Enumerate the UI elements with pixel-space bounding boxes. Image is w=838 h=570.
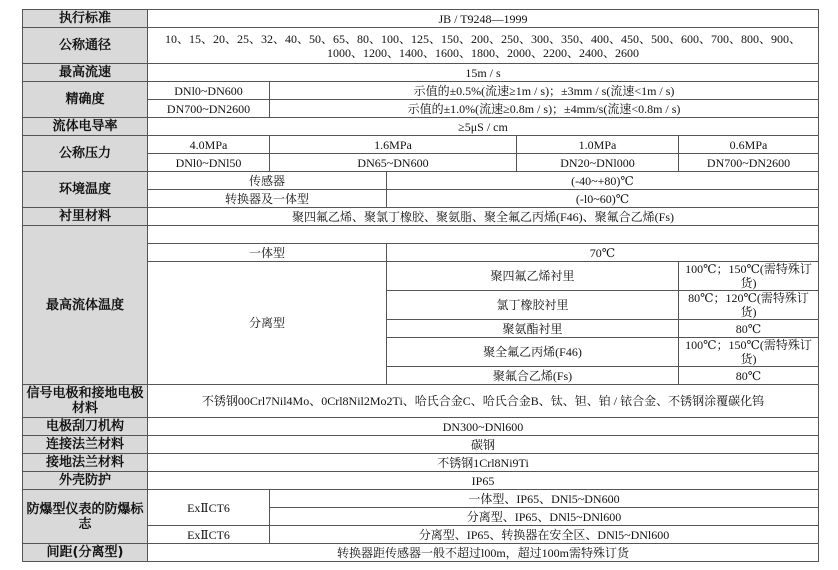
value-enclosure: IP65 (148, 472, 819, 490)
fluid-temp-value: 80℃ (679, 367, 819, 385)
label-lining: 衬里材料 (23, 208, 148, 226)
value-conductivity: ≥5μS / cm (148, 118, 819, 136)
pressure-level: 4.0MPa (148, 136, 270, 154)
row-ground-flange (23, 454, 819, 472)
explosion-mark: ExⅡCT6 (148, 490, 270, 526)
value-lining: 聚四氟乙烯、聚氯丁橡胶、聚氨脂、聚全氟乙丙烯(F46)、聚氟合乙烯(Fs) (148, 208, 819, 226)
row-ambient-temp-1 (23, 172, 819, 190)
label-max-velocity: 最高流速 (23, 64, 148, 82)
pressure-level: 1.6MPa (270, 136, 517, 154)
label-max-fluid-temp: 最高流体温度 (23, 226, 148, 385)
label-ground-flange: 接地法兰材料 (23, 454, 148, 472)
fluid-temp-value: 80℃ (679, 320, 819, 338)
row-explosion-1 (23, 490, 819, 508)
row-accuracy-1 (23, 82, 819, 100)
pressure-level: 1.0MPa (517, 136, 679, 154)
label-ambient-temp: 环境温度 (23, 172, 148, 208)
label-conductivity: 流体电导率 (23, 118, 148, 136)
label-standard: 执行标准 (23, 10, 148, 28)
fluid-temp-integral-value: 70℃ (387, 244, 819, 262)
fluid-temp-value: 80℃；120℃(需特殊订货) (679, 291, 819, 320)
fluid-temp-lining: 氯丁橡胶衬里 (387, 291, 679, 320)
explosion-value: 一体型、IP65、DNl5~DN600 (270, 490, 819, 508)
label-enclosure: 外壳防护 (23, 472, 148, 490)
spec-table (22, 9, 819, 562)
label-spacing: 间距(分离型) (23, 544, 148, 562)
explosion-value: 分离型、IP65、DNl5~DNl600 (270, 508, 819, 526)
pressure-level: 0.6MPa (679, 136, 819, 154)
value-ground-flange: 不锈钢1Crl8Ni9Ti (148, 454, 819, 472)
label-pressure: 公称压力 (23, 136, 148, 172)
label-accuracy: 精确度 (23, 82, 148, 118)
value-spacing: 转换器距传感器一般不超过l00m，超过100m需特殊订货 (148, 544, 819, 562)
fluid-temp-lining: 聚四氟乙烯衬里 (387, 262, 679, 291)
label-nominal-diameter: 公称通径 (23, 28, 148, 64)
fluid-temp-blank-cell (148, 226, 819, 244)
value-standard: JB / T9248—1999 (148, 10, 819, 28)
pressure-range: DN700~DN2600 (679, 154, 819, 172)
pressure-range: DN65~DN600 (270, 154, 517, 172)
pressure-range: DNl0~DNl50 (148, 154, 270, 172)
row-electrode-material (23, 385, 819, 418)
label-explosion: 防爆型仪表的防爆标志 (23, 490, 148, 544)
explosion-value: 分离型、IP65、转换器在安全区、DNl5~DNl600 (270, 526, 819, 544)
pressure-range: DN20~DNl000 (517, 154, 679, 172)
row-nominal-diameter (23, 28, 819, 64)
explosion-mark: ExⅡCT6 (148, 526, 270, 544)
label-electrode-material: 信号电极和接地电极材料 (23, 385, 148, 418)
fluid-temp-separate-type: 分离型 (148, 262, 387, 385)
row-spacing (23, 544, 819, 562)
fluid-temp-value: 100℃；150℃(需特殊订货) (679, 262, 819, 291)
ambient-temp-item: 转换器及一体型 (148, 190, 387, 208)
fluid-temp-value: 100℃；150℃(需特殊订货) (679, 338, 819, 367)
accuracy-value: 示值的±0.5%(流速≥1m / s)；±3mm / s(流速<1m / s) (270, 82, 819, 100)
row-enclosure (23, 472, 819, 490)
value-nominal-diameter: 10、15、20、25、32、40、50、65、80、100、125、150、200、250、300、350、400、450、500、600、700、800、900、1000、1200、1400、1600、1800、2000、2200、2400、2600 (148, 28, 819, 64)
fluid-temp-lining: 聚氨酯衬里 (387, 320, 679, 338)
value-flange: 碳钢 (148, 436, 819, 454)
value-electrode-material: 不锈钢00Crl7Nil4Mo、0Crl8Nil2Mo2Ti、哈氏合金C、哈氏合金B、钛、钽、铂 / 铱合金、不锈钢涂覆碳化钨 (148, 385, 819, 418)
accuracy-range: DNl0~DN600 (148, 82, 270, 100)
fluid-temp-lining: 聚氟合乙烯(Fs) (387, 367, 679, 385)
label-scraper: 电极刮刀机构 (23, 418, 148, 436)
row-standard (23, 10, 819, 28)
ambient-temp-value: (-40~+80)℃ (387, 172, 819, 190)
accuracy-value: 示值的±1.0%(流速≥0.8m / s)；±4mm/s(流速<0.8m / s) (270, 100, 819, 118)
value-max-velocity: 15m / s (148, 64, 819, 82)
row-pressure-levels (23, 136, 819, 154)
row-max-velocity (23, 64, 819, 82)
row-conductivity (23, 118, 819, 136)
accuracy-range: DN700~DN2600 (148, 100, 270, 118)
row-fluid-temp-blank (23, 226, 819, 244)
row-scraper (23, 418, 819, 436)
fluid-temp-integral-type: 一体型 (148, 244, 387, 262)
value-scraper: DN300~DNl600 (148, 418, 819, 436)
ambient-temp-item: 传感器 (148, 172, 387, 190)
fluid-temp-lining: 聚全氟乙丙烯(F46) (387, 338, 679, 367)
label-flange: 连接法兰材料 (23, 436, 148, 454)
row-flange (23, 436, 819, 454)
ambient-temp-value: (-l0~60)℃ (387, 190, 819, 208)
row-lining (23, 208, 819, 226)
